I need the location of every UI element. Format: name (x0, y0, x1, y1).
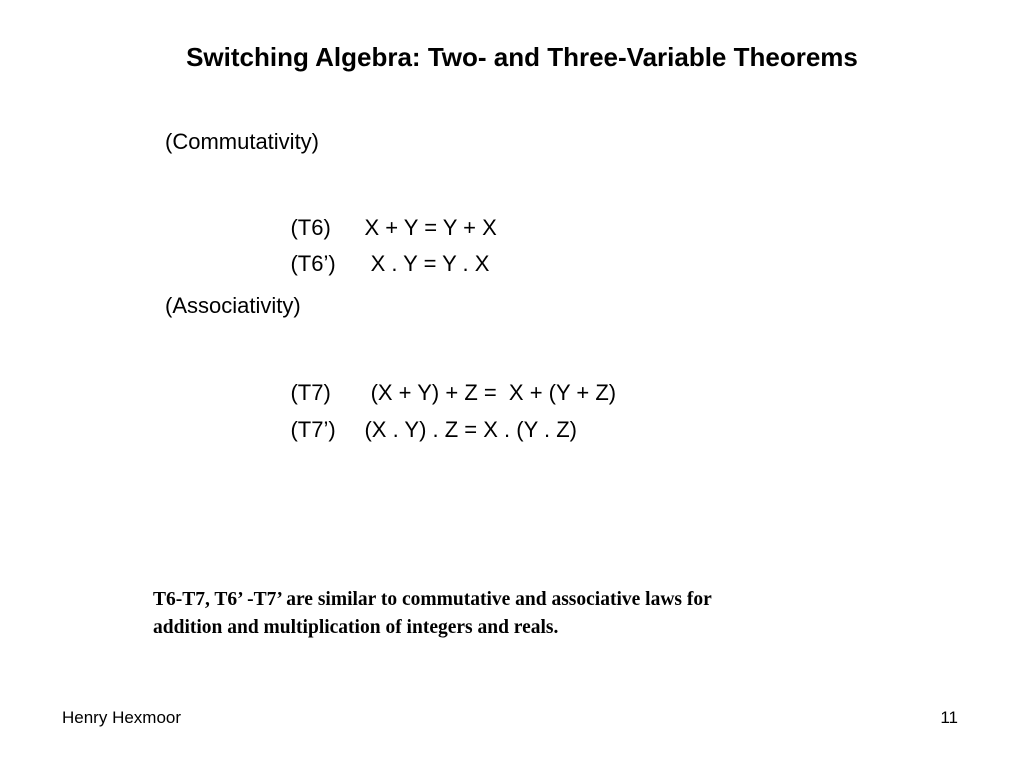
theorem-equation: (X + Y) + Z = X + (Y + Z) (364, 380, 617, 405)
slide-title: Switching Algebra: Two- and Three-Variable Theorems (186, 42, 858, 72)
theorem-equation: (X . Y) . Z = X . (Y . Z) (364, 417, 577, 442)
theorem-id: (T6’) (290, 251, 336, 276)
section-heading-commutativity: (Commutativity) (165, 129, 320, 154)
theorem-id: (T7’) (290, 417, 336, 442)
summary-note (153, 586, 873, 642)
summary-note-line-1: T6-T7, T6’ -T7’ are similar to commutative and associative laws for (153, 589, 712, 610)
page-number: 11 (940, 708, 958, 727)
theorem-t7-prime (266, 388, 577, 472)
theorem-id: (T6) (290, 215, 331, 240)
footer-author: Henry Hexmoor (62, 708, 182, 727)
theorem-id: (T7) (290, 380, 331, 405)
theorem-equation: X . Y = Y . X (364, 251, 490, 276)
summary-note-line-2: addition and multiplication of integers and reals. (153, 617, 559, 638)
section-heading-associativity: (Associativity) (165, 293, 301, 318)
theorem-equation: X + Y = Y + X (364, 215, 497, 240)
